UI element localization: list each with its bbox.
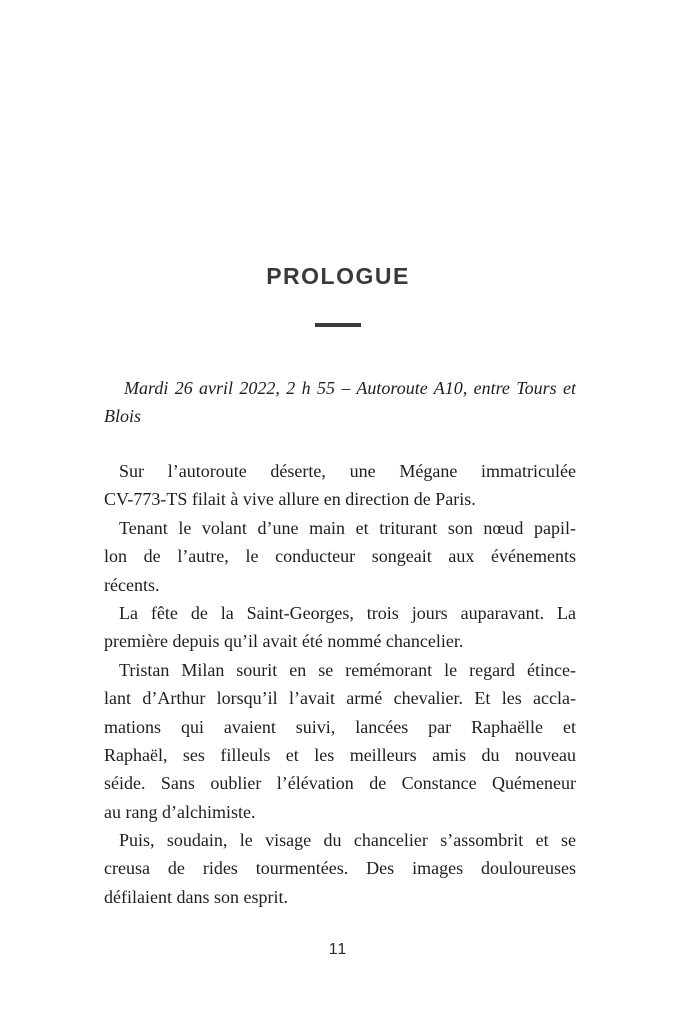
body-line: Tristan Milan sourit en se remémorant le regard étince-: [119, 659, 576, 680]
body-line: défilaient dans son esprit.: [104, 886, 288, 907]
body-line: creusa de rides tourmentées. Des images douloureuses: [104, 858, 576, 879]
body-line: lon de l’autre, le conducteur songeait aux événements: [104, 546, 576, 567]
dateline: [104, 374, 576, 430]
body-line: lant d’Arthur lorsqu’il l’avait armé chevalier. Et les accla-: [104, 688, 576, 709]
body-line: Sur l’autoroute déserte, une Mégane immatriculée: [119, 461, 576, 481]
page-number: 11: [328, 941, 348, 958]
body-text: [104, 457, 576, 911]
body-line: Raphaël, ses filleuls et les meilleurs amis du nouveau: [104, 744, 576, 765]
dateline-line: Mardi 26 avril 2022, 2 h 55 – Autoroute A10, entre Tours et: [124, 378, 576, 398]
body-line: Puis, soudain, le visage du chancelier s’assombrit et se: [119, 830, 576, 851]
body-line: La fête de la Saint-Georges, trois jours auparavant. La: [119, 602, 576, 623]
body-line: Tenant le volant d’une main et triturant son nœud papil-: [119, 517, 576, 538]
dateline-line: Blois: [104, 406, 142, 426]
title-divider-rule: [315, 323, 361, 327]
chapter-title: PROLOGUE: [266, 263, 410, 289]
body-line: CV-773-TS filait à vive allure en direction de Paris.: [104, 489, 476, 510]
body-line: séide. Sans oublier l’élévation de Constance Quémeneur: [104, 773, 576, 794]
body-line: mations qui avaient suivi, lancées par Raphaëlle et: [104, 716, 576, 737]
body-line: récents.: [104, 574, 160, 595]
body-line: au rang d’alchimiste.: [104, 801, 256, 822]
body-line: première depuis qu’il avait été nommé chancelier.: [104, 631, 464, 652]
